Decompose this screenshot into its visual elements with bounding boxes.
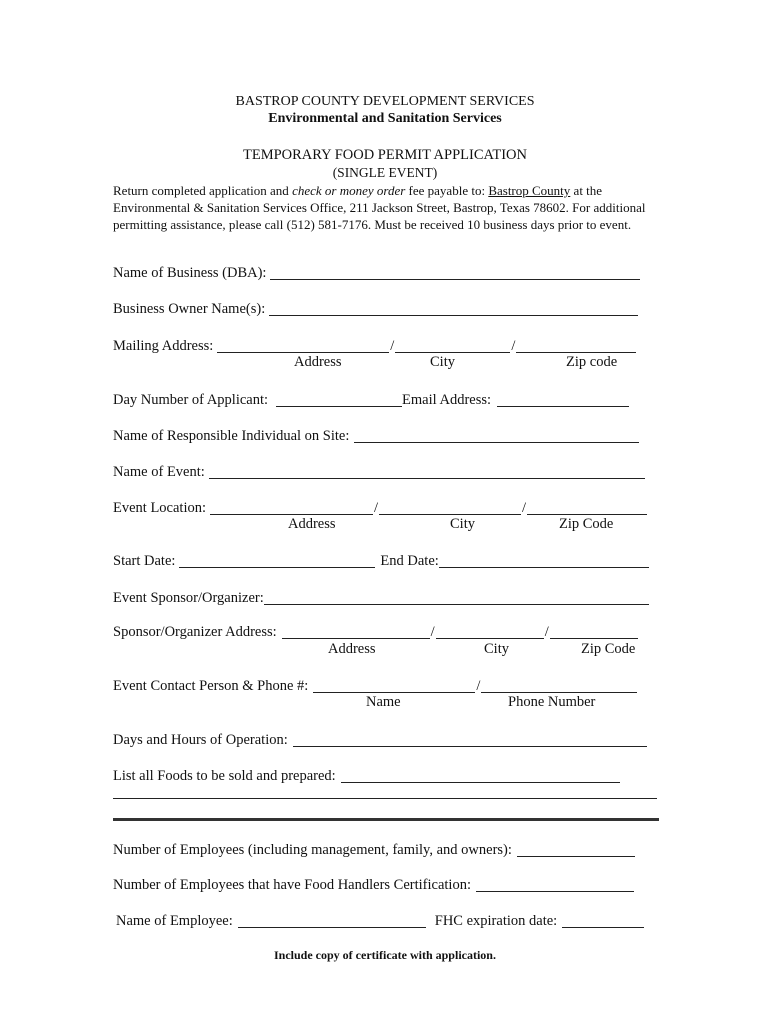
mailing-address-label: Mailing Address:	[113, 338, 214, 354]
location-city-sublabel: City	[450, 516, 475, 532]
owner-names-label: Business Owner Name(s):	[113, 301, 266, 317]
slash-separator: /	[511, 338, 516, 354]
num-certified-row	[113, 874, 634, 894]
fhc-expiration-label: FHC expiration date:	[434, 913, 558, 929]
dates-row	[113, 550, 649, 570]
email-field[interactable]	[497, 391, 629, 407]
slash-separator: /	[390, 338, 395, 354]
contact-row	[113, 675, 637, 695]
contact-phone-field[interactable]	[481, 677, 637, 693]
sponsor-row	[113, 587, 649, 607]
business-name-field[interactable]	[270, 264, 640, 280]
slash-separator: /	[476, 678, 481, 694]
sponsor-address-sublabel: Address	[328, 641, 376, 657]
department-heading: Environmental and Sanitation Services	[268, 111, 502, 126]
payment-method: check or money order	[292, 183, 406, 198]
slash-separator: /	[430, 624, 435, 640]
num-certified-field[interactable]	[476, 876, 634, 892]
payee-name: Bastrop County	[488, 183, 571, 198]
business-name-row	[113, 262, 640, 282]
sponsor-address-street-field[interactable]	[282, 623, 430, 639]
event-name-label: Name of Event:	[113, 464, 205, 480]
fhc-expiration-field[interactable]	[562, 912, 644, 928]
event-location-label: Event Location:	[113, 500, 207, 516]
org-heading: BASTROP COUNTY DEVELOPMENT SERVICES	[235, 94, 535, 109]
phone-email-row	[113, 389, 629, 409]
slash-separator: /	[544, 624, 549, 640]
slash-separator: /	[522, 500, 527, 516]
mailing-city-sublabel: City	[430, 354, 455, 370]
foods-label: List all Foods to be sold and prepared:	[113, 768, 336, 784]
mailing-address-city-field[interactable]	[395, 337, 510, 353]
foods-row	[113, 765, 620, 785]
responsible-label: Name of Responsible Individual on Site:	[113, 428, 350, 444]
hours-row	[113, 729, 647, 749]
section-divider	[113, 818, 659, 821]
num-certified-label: Number of Employees that have Food Handlers Certification:	[113, 877, 471, 893]
mailing-zip-sublabel: Zip code	[566, 354, 618, 370]
num-employees-row	[113, 839, 635, 859]
sponsor-label: Event Sponsor/Organizer:	[113, 590, 264, 606]
owner-names-field[interactable]	[269, 300, 638, 316]
location-zip-sublabel: Zip Code	[559, 516, 614, 532]
owner-names-row	[113, 298, 638, 318]
num-employees-field[interactable]	[517, 841, 635, 857]
mailing-address-sublabel: Address	[294, 354, 342, 370]
employee-row	[116, 910, 644, 930]
sponsor-city-sublabel: City	[484, 641, 509, 657]
event-location-city-field[interactable]	[379, 499, 521, 515]
start-date-field[interactable]	[179, 552, 375, 568]
event-name-row	[113, 461, 645, 481]
day-number-field[interactable]	[276, 391, 402, 407]
start-date-label: Start Date:	[113, 553, 176, 569]
form-title: TEMPORARY FOOD PERMIT APPLICATION	[242, 147, 527, 163]
hours-field[interactable]	[293, 731, 647, 747]
end-date-field[interactable]	[439, 552, 649, 568]
event-name-field[interactable]	[209, 463, 645, 479]
sponsor-address-zip-field[interactable]	[550, 623, 638, 639]
sponsor-address-label: Sponsor/Organizer Address:	[113, 624, 277, 640]
email-label: Email Address:	[402, 392, 492, 408]
employee-name-field[interactable]	[238, 912, 426, 928]
contact-label: Event Contact Person & Phone #:	[113, 678, 309, 694]
hours-label: Days and Hours of Operation:	[113, 732, 288, 748]
mailing-address-street-field[interactable]	[217, 337, 389, 353]
sponsor-field[interactable]	[264, 589, 649, 605]
slash-separator: /	[374, 500, 379, 516]
sponsor-zip-sublabel: Zip Code	[581, 641, 636, 657]
contact-phone-sublabel: Phone Number	[508, 694, 596, 710]
employee-name-label: Name of Employee:	[116, 913, 233, 929]
responsible-row	[113, 425, 639, 445]
sponsor-address-city-field[interactable]	[436, 623, 544, 639]
form-subtitle: (SINGLE EVENT)	[332, 165, 438, 180]
mailing-address-row	[113, 335, 636, 355]
event-location-street-field[interactable]	[210, 499, 373, 515]
responsible-field[interactable]	[354, 427, 639, 443]
location-address-sublabel: Address	[288, 516, 336, 532]
contact-name-sublabel: Name	[366, 694, 401, 710]
mailing-address-zip-field[interactable]	[516, 337, 636, 353]
contact-name-field[interactable]	[313, 677, 475, 693]
event-location-row	[113, 497, 647, 517]
foods-continuation-line[interactable]	[113, 798, 657, 799]
event-location-zip-field[interactable]	[527, 499, 647, 515]
certificate-note: Include copy of certificate with application.	[274, 948, 496, 962]
day-number-label: Day Number of Applicant:	[113, 392, 269, 408]
instructions-paragraph: Return completed application and check or money order fee payable to: Bastrop County at the Environmental & Sanitation Services Office, 211 Jackson Street, Bastrop, Texas 78602. For additional permitting assistance, please call (512) 581-7176. Must be received 10 business days prior to event.	[113, 183, 646, 232]
sponsor-address-row	[113, 621, 638, 641]
business-name-label: Name of Business (DBA):	[113, 265, 267, 281]
end-date-label: End Date:	[380, 553, 439, 569]
foods-field[interactable]	[341, 767, 620, 783]
num-employees-label: Number of Employees (including management, family, and owners):	[113, 842, 512, 858]
